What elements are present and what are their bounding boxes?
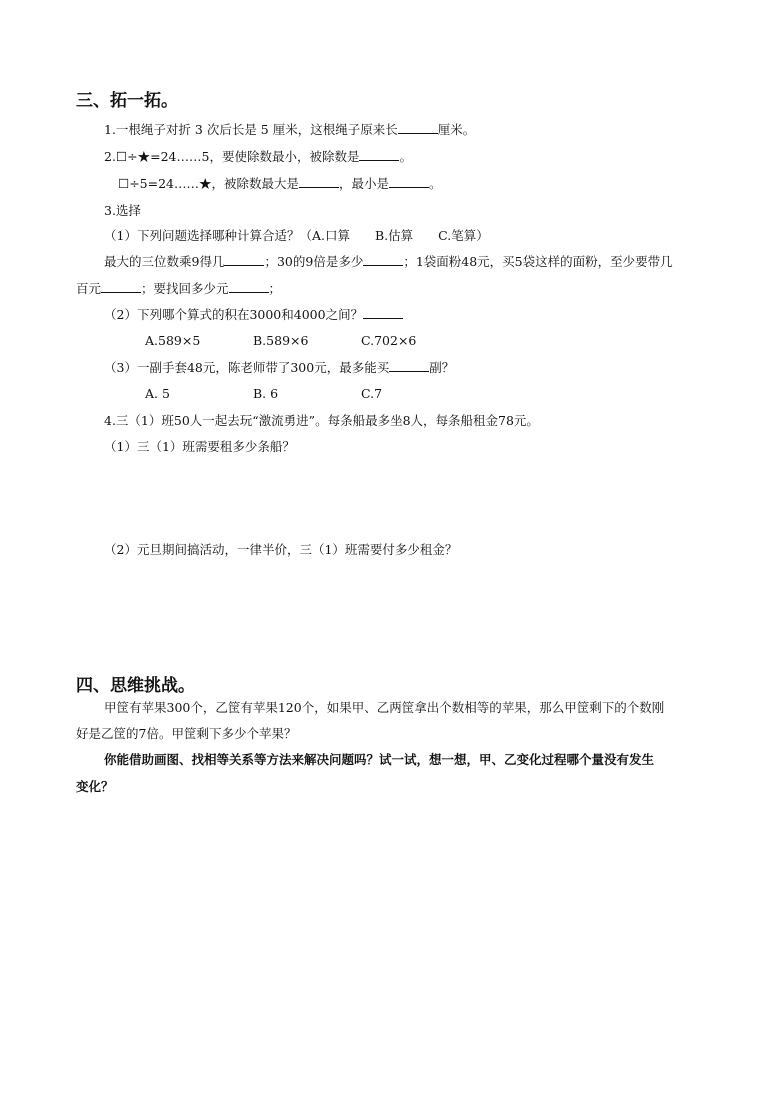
answer-blank[interactable] bbox=[389, 359, 429, 372]
question-3-text: 百元 bbox=[76, 281, 102, 296]
question-3-text: ； bbox=[268, 281, 282, 296]
question-3-sub-3 bbox=[104, 359, 454, 377]
section-4-title: 四、思维挑战。 bbox=[76, 676, 195, 696]
question-4-sub-1: （1）三（1）班需要租多少条船？ bbox=[104, 439, 295, 454]
question-4-sub-2: （2）元旦期间搞活动，一律半价，三（1）班需要付多少租金？ bbox=[104, 542, 458, 557]
option-c: C.702×6 bbox=[361, 333, 417, 348]
question-2-text-2a: ☐÷5=24……★，被除数最大是 bbox=[118, 176, 300, 191]
answer-blank[interactable] bbox=[229, 280, 269, 293]
question-3-sub-2-options bbox=[145, 332, 416, 350]
question-3-text: ；要找回多少元 bbox=[141, 281, 229, 296]
challenge-hint-line-1: 你能借助画图、找相等关系等方法来解决问题吗？试一试，想一想，甲、乙变化过程哪个量没有发生 bbox=[104, 752, 655, 767]
question-3-sub-3-end: 副？ bbox=[429, 360, 455, 375]
answer-blank[interactable] bbox=[101, 280, 141, 293]
answer-blank[interactable] bbox=[363, 306, 403, 319]
challenge-hint-line-2: 变化？ bbox=[76, 779, 114, 794]
question-3-text: ；1袋面粉48元，买5袋这样的面粉，至少要带几 bbox=[403, 254, 673, 269]
question-2-line-1 bbox=[104, 148, 412, 166]
option-a: A. 5 bbox=[145, 386, 170, 401]
question-3-sub-1-line-2 bbox=[104, 253, 673, 271]
answer-blank[interactable] bbox=[363, 253, 403, 266]
option-a: A.589×5 bbox=[145, 333, 201, 348]
option-b: B.589×6 bbox=[253, 333, 309, 348]
question-2-end-1: 。 bbox=[399, 149, 412, 164]
question-3-sub-2-text: （2）下列哪个算式的积在3000和4000之间？ bbox=[104, 307, 364, 322]
question-1 bbox=[104, 121, 475, 139]
question-1-text: 1.一根绳子对折 3 次后长是 5 厘米，这根绳子原来长 bbox=[104, 122, 398, 137]
question-3-text: ；30的9倍是多少 bbox=[264, 254, 364, 269]
answer-blank[interactable] bbox=[389, 175, 429, 188]
question-2-text-1: 2.☐÷★=24……5，要使除数最小，被除数是 bbox=[104, 149, 360, 164]
answer-blank[interactable] bbox=[359, 148, 399, 161]
question-3-sub-1: （1）下列问题选择哪种计算合适？（A.口算 B.估算 C.笔算） bbox=[104, 228, 489, 243]
question-3-sub-2 bbox=[104, 306, 403, 324]
section-3-title: 三、拓一拓。 bbox=[76, 91, 178, 111]
question-2-end-2: 。 bbox=[429, 176, 442, 191]
answer-blank[interactable] bbox=[224, 253, 264, 266]
option-b: B. 6 bbox=[253, 386, 279, 401]
question-3-sub-3-text: （3）一副手套48元，陈老师带了300元，最多能买 bbox=[104, 360, 390, 375]
challenge-text-line-1: 甲筐有苹果300个，乙筐有苹果120个，如果甲、乙两筐拿出个数相等的苹果，那么甲筐剩下的个数刚 bbox=[104, 700, 665, 715]
question-3-text: 最大的三位数乘9得几 bbox=[104, 254, 225, 269]
question-3-sub-1-line-3 bbox=[76, 280, 281, 298]
answer-blank[interactable] bbox=[299, 175, 339, 188]
question-4: 4.三（1）班50人一起去玩“激流勇进”。每条船最多坐8人，每条船租金78元。 bbox=[104, 413, 539, 428]
answer-blank[interactable] bbox=[398, 121, 438, 134]
question-2-text-2b: ，最小是 bbox=[339, 176, 390, 191]
question-2-line-2 bbox=[118, 175, 442, 193]
question-3-title: 3.选择 bbox=[104, 203, 141, 218]
question-1-unit: 厘米。 bbox=[437, 122, 476, 137]
challenge-text-line-2: 好是乙筐的7倍。甲筐剩下多少个苹果？ bbox=[76, 726, 297, 741]
option-c: C.7 bbox=[361, 386, 383, 401]
question-3-sub-3-options bbox=[145, 385, 382, 403]
